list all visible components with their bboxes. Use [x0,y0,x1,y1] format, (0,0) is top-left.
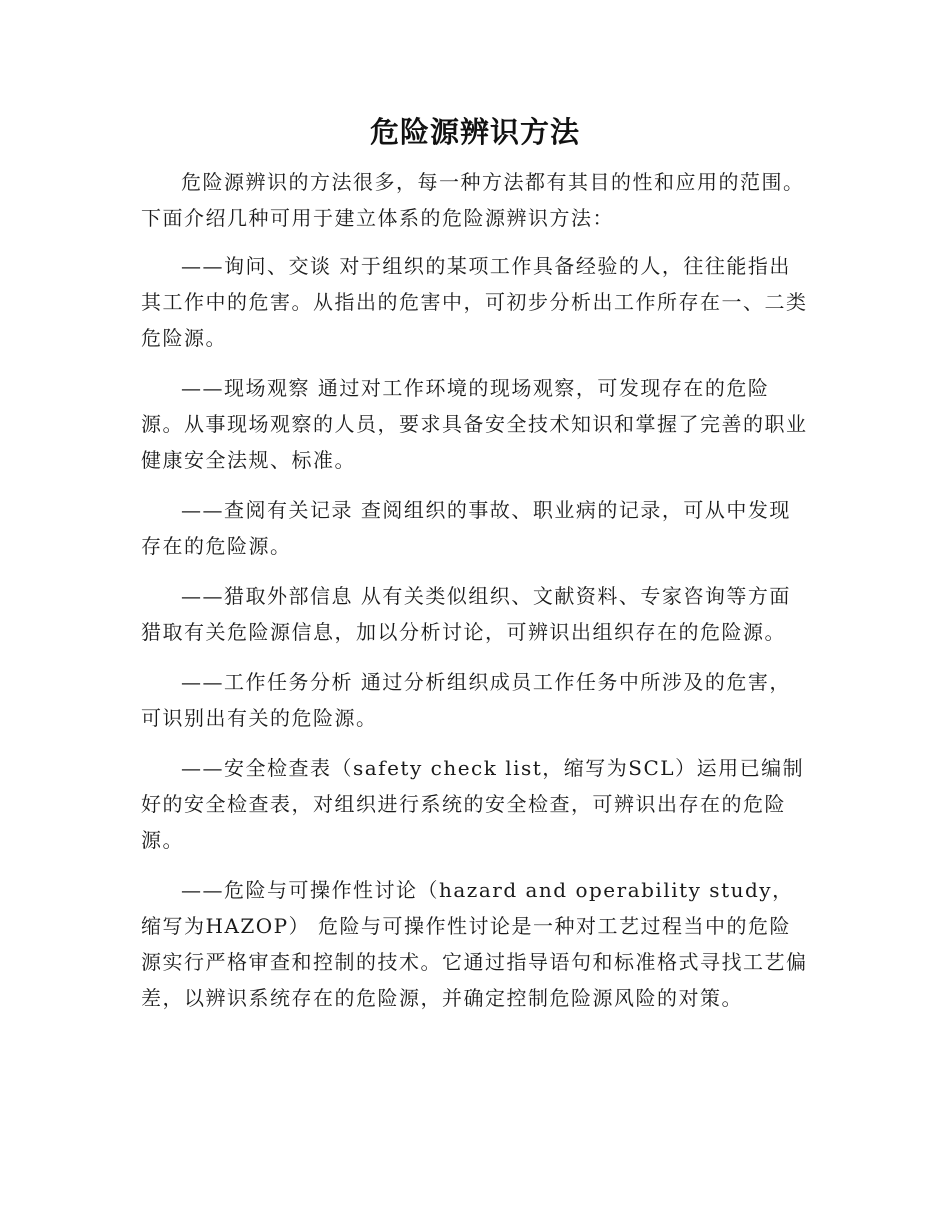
paragraph-external-info: ——猎取外部信息 从有关类似组织、文献资料、专家咨询等方面猎取有关危险源信息，加以分析讨论，可辨识出组织存在的危险源。 [141,584,791,644]
paragraph-inquiry: ——询问、交谈 对于组织的某项工作具备经验的人，往往能指出其工作中的危害。从指出的危害中，可初步分析出工作所存在一、二类危险源。 [141,254,808,350]
paragraph-intro: 危险源辨识的方法很多，每一种方法都有其目的性和应用的范围。下面介绍几种可用于建立体系的危险源辨识方法： [141,170,805,230]
document-title: 危险源辨识方法 [369,115,580,149]
paragraph-scl: ——安全检查表（safety check list，缩写为SCL）运用已编制好的安全检查表，对组织进行系统的安全检查，可辨识出存在的危险源。 [141,756,805,852]
document-body [141,164,809,1030]
paragraph-task-analysis: ——工作任务分析 通过分析组织成员工作任务中所涉及的危害，可识别出有关的危险源。 [141,670,791,730]
paragraph-hazop: ——危险与可操作性讨论（hazard and operability study，缩写为HAZOP） 危险与可操作性讨论是一种对工艺过程当中的危险源实行严格审查和控制的技术。它通过指导语句和标准格式寻找工艺偏差，以辨识系统存在的危险源，并确定控制危险源风险的对策。 [141,878,808,1010]
paragraph-observation: ——现场观察 通过对工作环境的现场观察，可发现存在的危险源。从事现场观察的人员，要求具备安全技术知识和掌握了完善的职业健康安全法规、标准。 [141,376,808,472]
paragraph-records: ——查阅有关记录 查阅组织的事故、职业病的记录，可从中发现存在的危险源。 [141,498,791,558]
